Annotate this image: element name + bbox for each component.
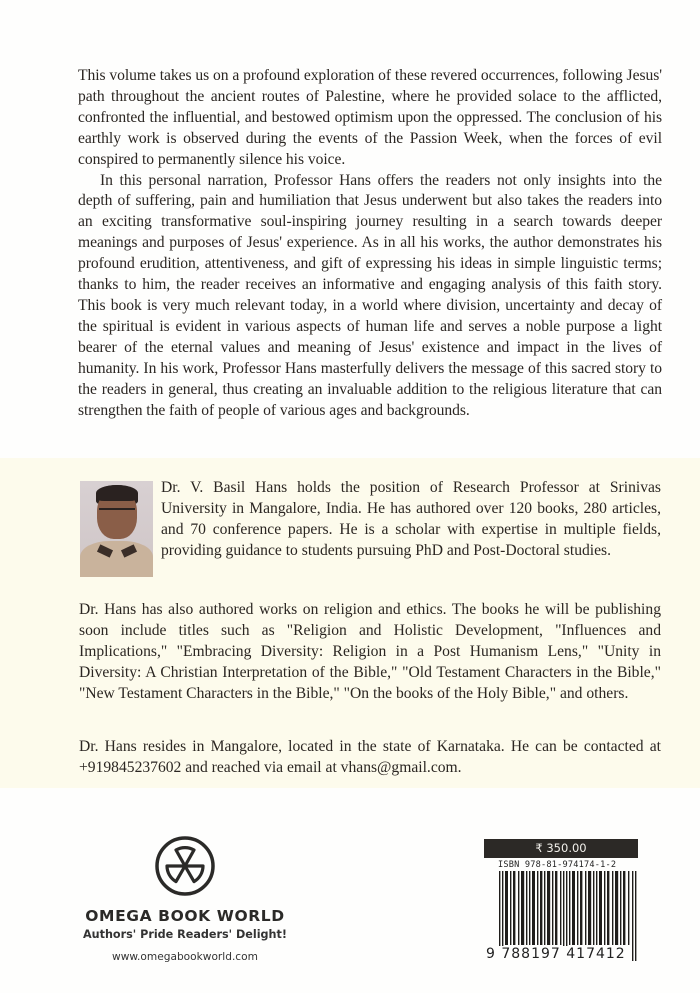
publisher-url[interactable]: www.omegabookworld.com bbox=[112, 951, 258, 963]
author-bio-contact: Dr. Hans resides in Mangalore, located in the state of Karnataka. He can be contacted at +919845237602 and reached via email at vhans@gmail.com. bbox=[79, 738, 661, 776]
publisher-name: OMEGA BOOK WORLD bbox=[85, 907, 285, 925]
price-label: ₹ 350.00 bbox=[484, 839, 638, 858]
blurb-text bbox=[78, 66, 662, 421]
author-photo bbox=[80, 481, 153, 577]
blurb-paragraph: This volume takes us on a profound exploration of these revered occurrences, following Jesus' path throughout the ancient routes of Palestine, where he provided solace to the afflicted, confronted the influential, and bestowed optimism upon the oppressed. The conclusion of his earthly work is observed during the events of the Passion Week, when the forces of evil conspired to permanently silence his voice. bbox=[78, 67, 662, 168]
publisher-block bbox=[60, 835, 310, 963]
barcode-number: 9 788197 417412 bbox=[486, 946, 626, 962]
barcode-digits bbox=[485, 946, 645, 962]
photo-hair-top bbox=[96, 485, 138, 501]
blurb-paragraph: In this personal narration, Professor Hans offers the readers not only insights into the depth of suffering, pain and humiliation that Jesus underwent but also takes the readers into an exciting transformative soul-inspiring journey resulting in a search towards deeper meanings and purposes of Jesus' experience. As in all his works, the author demonstrates his profound erudition, attentiveness, and gift of expressing his ideas in simple linguistic terms; thanks to him, the reader receives an informative and engaging analysis of this faith story. This book is very much relevant today, in a world where division, uncertainty and decay of the spiritual is evident in various aspects of human life and serves a noble purpose a light bearer of the eternal values and meaning of Jesus' existence and impact in the lives of humanity. In his work, Professor Hans masterfully delivers the message of this sacred story to the readers in general, thus creating an invaluable addition to the religious literature that can strengthen the faith of people of various ages and backgrounds. bbox=[78, 171, 662, 419]
author-bio-intro: Dr. V. Basil Hans holds the position of Research Professor at Srinivas University in Mangalore, India. He has authored over 120 books, 280 articles, and 70 conference papers. He is a scholar with expertise in multiple fields, providing guidance to students pursuing PhD and Post-Doctoral studies. bbox=[161, 479, 661, 559]
photo-glasses bbox=[99, 508, 135, 518]
isbn-label: ISBN 978-81-974174-1-2 bbox=[498, 860, 617, 870]
omega-logo-icon bbox=[154, 835, 216, 897]
author-bio-works: Dr. Hans has also authored works on religion and ethics. The books he will be publishing soon include titles such as "Religion and Holistic Development, "Influences and Implications," "Embracing Diversity: Religion in a Post Humanism Lens," "Unity in Diversity: A Christian Interpretation of the Bible," "Old Testament Characters in the Bible," "New Testament Characters in the Bible," "On the books of the Holy Bible," and others. bbox=[79, 601, 661, 702]
photo-shirt bbox=[80, 541, 153, 577]
publisher-tagline: Authors' Pride Readers' Delight! bbox=[83, 928, 287, 941]
